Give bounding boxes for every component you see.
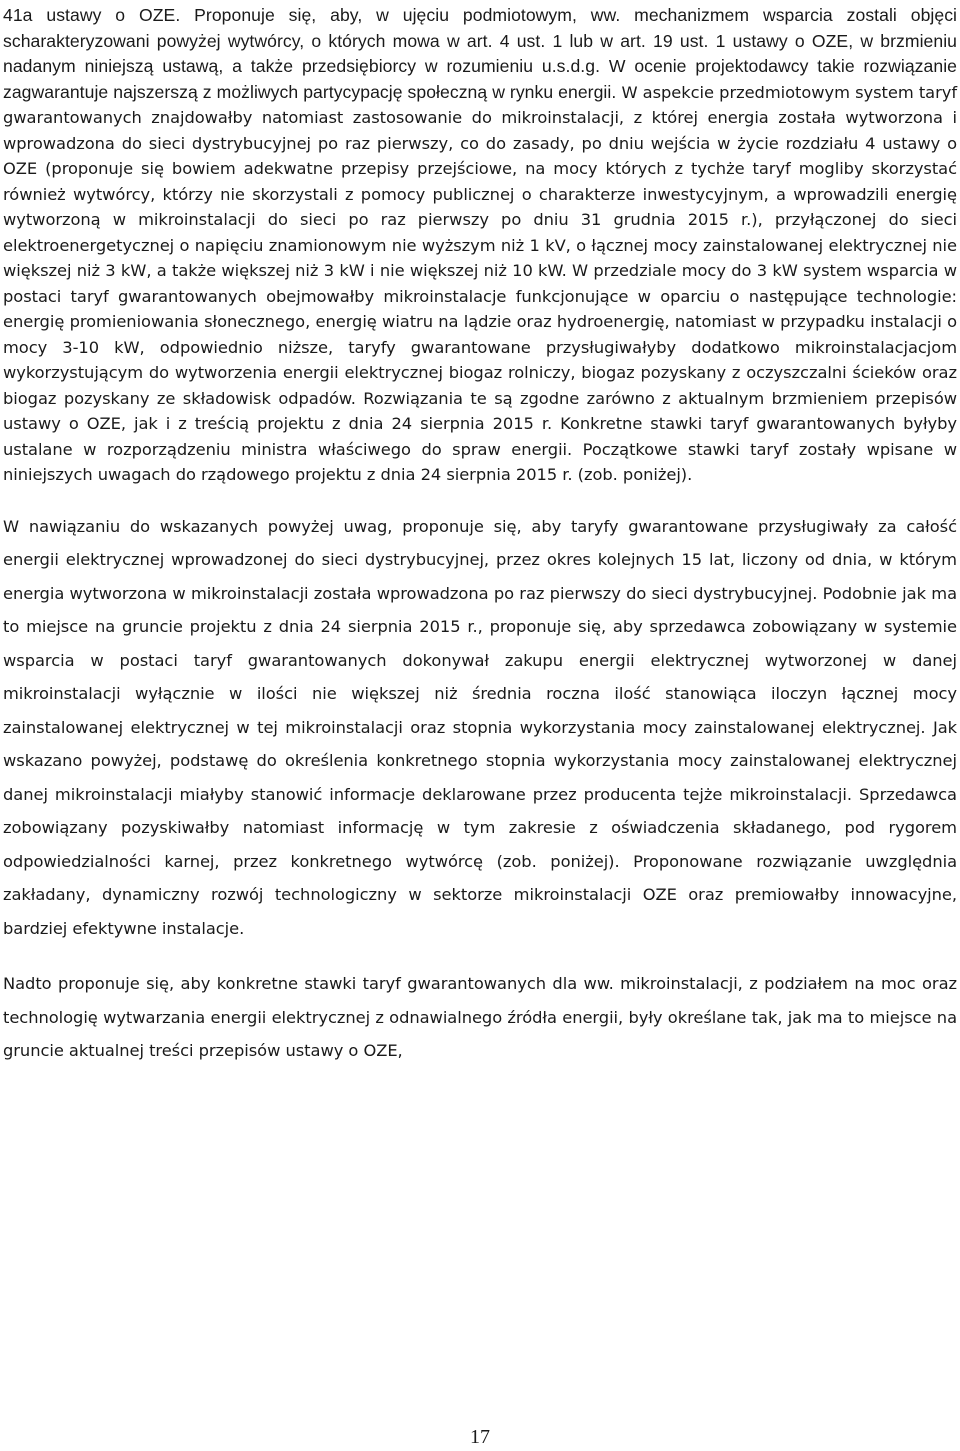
paragraph-3: Nadto proponuje się, aby konkretne stawki taryf gwarantowanych dla ww. mikroinstalacji, z podziałem na moc oraz technologię wytwarzania energii elektrycznej z odnawialnego źródła energii, były określane tak, jak ma to miejsce na gruncie aktualnej treści przepisów ustawy o OZE, [3, 974, 957, 1060]
page-number: 17 [470, 1426, 490, 1448]
paragraph-intro-sans-text: 41a ustawy o OZE. Proponuje się, aby, w ujęciu podmiotowym, ww. mechanizmem wsparcia zostali objęci scharakteryzowani powyżej wytwórcy, o których mowa w art. 4 ust. 1 lub w art. 19 ust. 1 ustawy o OZE, w brzmieniu nadanym niniejszą ustawą, a także przedsiębiorcy w rozumieniu u.s.d.g. W ocenie projektodawcy takie rozwiązanie zagwarantuje najszerszą z możliwych partycypację społeczną w rynku energii. [3, 5, 957, 102]
document-page [3, 0, 957, 1068]
paragraph-intro-body-text: W aspekcie przedmiotowym system taryf gwarantowanych znajdowałby natomiast zastosowanie do mikroinstalacji, z której energia została wytworzona i wprowadzona do sieci dystrybucyjnej po raz pierwszy, co do zasady, po dniu wejścia w życie rozdziału 4 ustawy o OZE (proponuje się bowiem adekwatne przepisy przejściowe, na mocy których z tychże taryf mogliby skorzystać również wytwórcy, którzy nie skorzystali z pomocy publicznej o charakterze inwestycyjnym, a wprowadzili energię wytworzoną w mikroinstalacji do sieci po raz pierwszy po dniu 31 grudnia 2015 r.), przyłączonej do sieci elektroenergetycznej o napięciu znamionowym nie wyższym niż 1 kV, o łącznej mocy zainstalowanej elektrycznej nie większej niż 3 kW, a także większej niż 3 kW i nie większej niż 10 kW. W przedziale mocy do 3 kW system wsparcia w postaci taryf gwarantowanych obejmowałby mikroinstalacje funkcjonujące w oparciu o następujące technologie: energię promieniowania słonecznego, energię wiatru na lądzie oraz hydroenergię, natomiast w przypadku instalacji o mocy 3-10 kW, odpowiednio niższe, taryfy gwarantowane przysługiwałyby dodatkowo mikroinstalacjacjom wykorzystującym do wytworzenia energii elektrycznej biogaz rolniczy, biogaz pozyskany z oczyszczalni ścieków oraz biogaz pozyskany ze składowisk odpadów. Rozwiązania te są zgodne zarówno z aktualnym brzmieniem przepisów ustawy o OZE, jak i z treścią projektu z dnia 24 sierpnia 2015 r. Konkretne stawki taryf gwarantowanych byłyby ustalane w rozporządzeniu ministra właściwego do spraw energii. Początkowe stawki taryf zostały wpisane w niniejszych uwagach do rządowego projektu z dnia 24 sierpnia 2015 r. (zob. poniżej). [3, 82, 957, 484]
paragraph-2: W nawiązaniu do wskazanych powyżej uwag, proponuje się, aby taryfy gwarantowane przysługiwały za całość energii elektrycznej wprowadzonej do sieci dystrybucyjnej, przez okres kolejnych 15 lat, liczony od dnia, w którym energia wytworzona w mikroinstalacji została wprowadzona po raz pierwszy do sieci dystrybucyjnej. Podobnie jak ma to miejsce na gruncie projektu z dnia 24 sierpnia 2015 r., proponuje się, aby sprzedawca zobowiązany w systemie wsparcia w postaci taryf gwarantowanych dokonywał zakupu energii elektrycznej wytworzonej w danej mikroinstalacji wyłącznie w ilości nie większej niż średnia roczna ilość stanowiąca iloczyn łącznej mocy zainstalowanej elektrycznej w tej mikroinstalacji oraz stopnia wykorzystania mocy zainstalowanej elektrycznej. Jak wskazano powyżej, podstawę do określenia konkretnego stopnia wykorzystania mocy zainstalowanej elektrycznej danej mikroinstalacji miałyby stanowić informacje deklarowane przez producenta tejże mikroinstalacji. Sprzedawca zobowiązany pozyskiwałby natomiast informację w tym zakresie z oświadczenia składanego, pod rygorem odpowiedzialności karnej, przez konkretnego wytwórcę (zob. poniżej). Proponowane rozwiązanie uwzględnia zakładany, dynamiczny rozwój technologiczny w sektorze mikroinstalacji OZE oraz premiowałby innowacyjne, bardziej efektywne instalacje. [3, 516, 957, 938]
paragraph-intro [3, 0, 957, 488]
